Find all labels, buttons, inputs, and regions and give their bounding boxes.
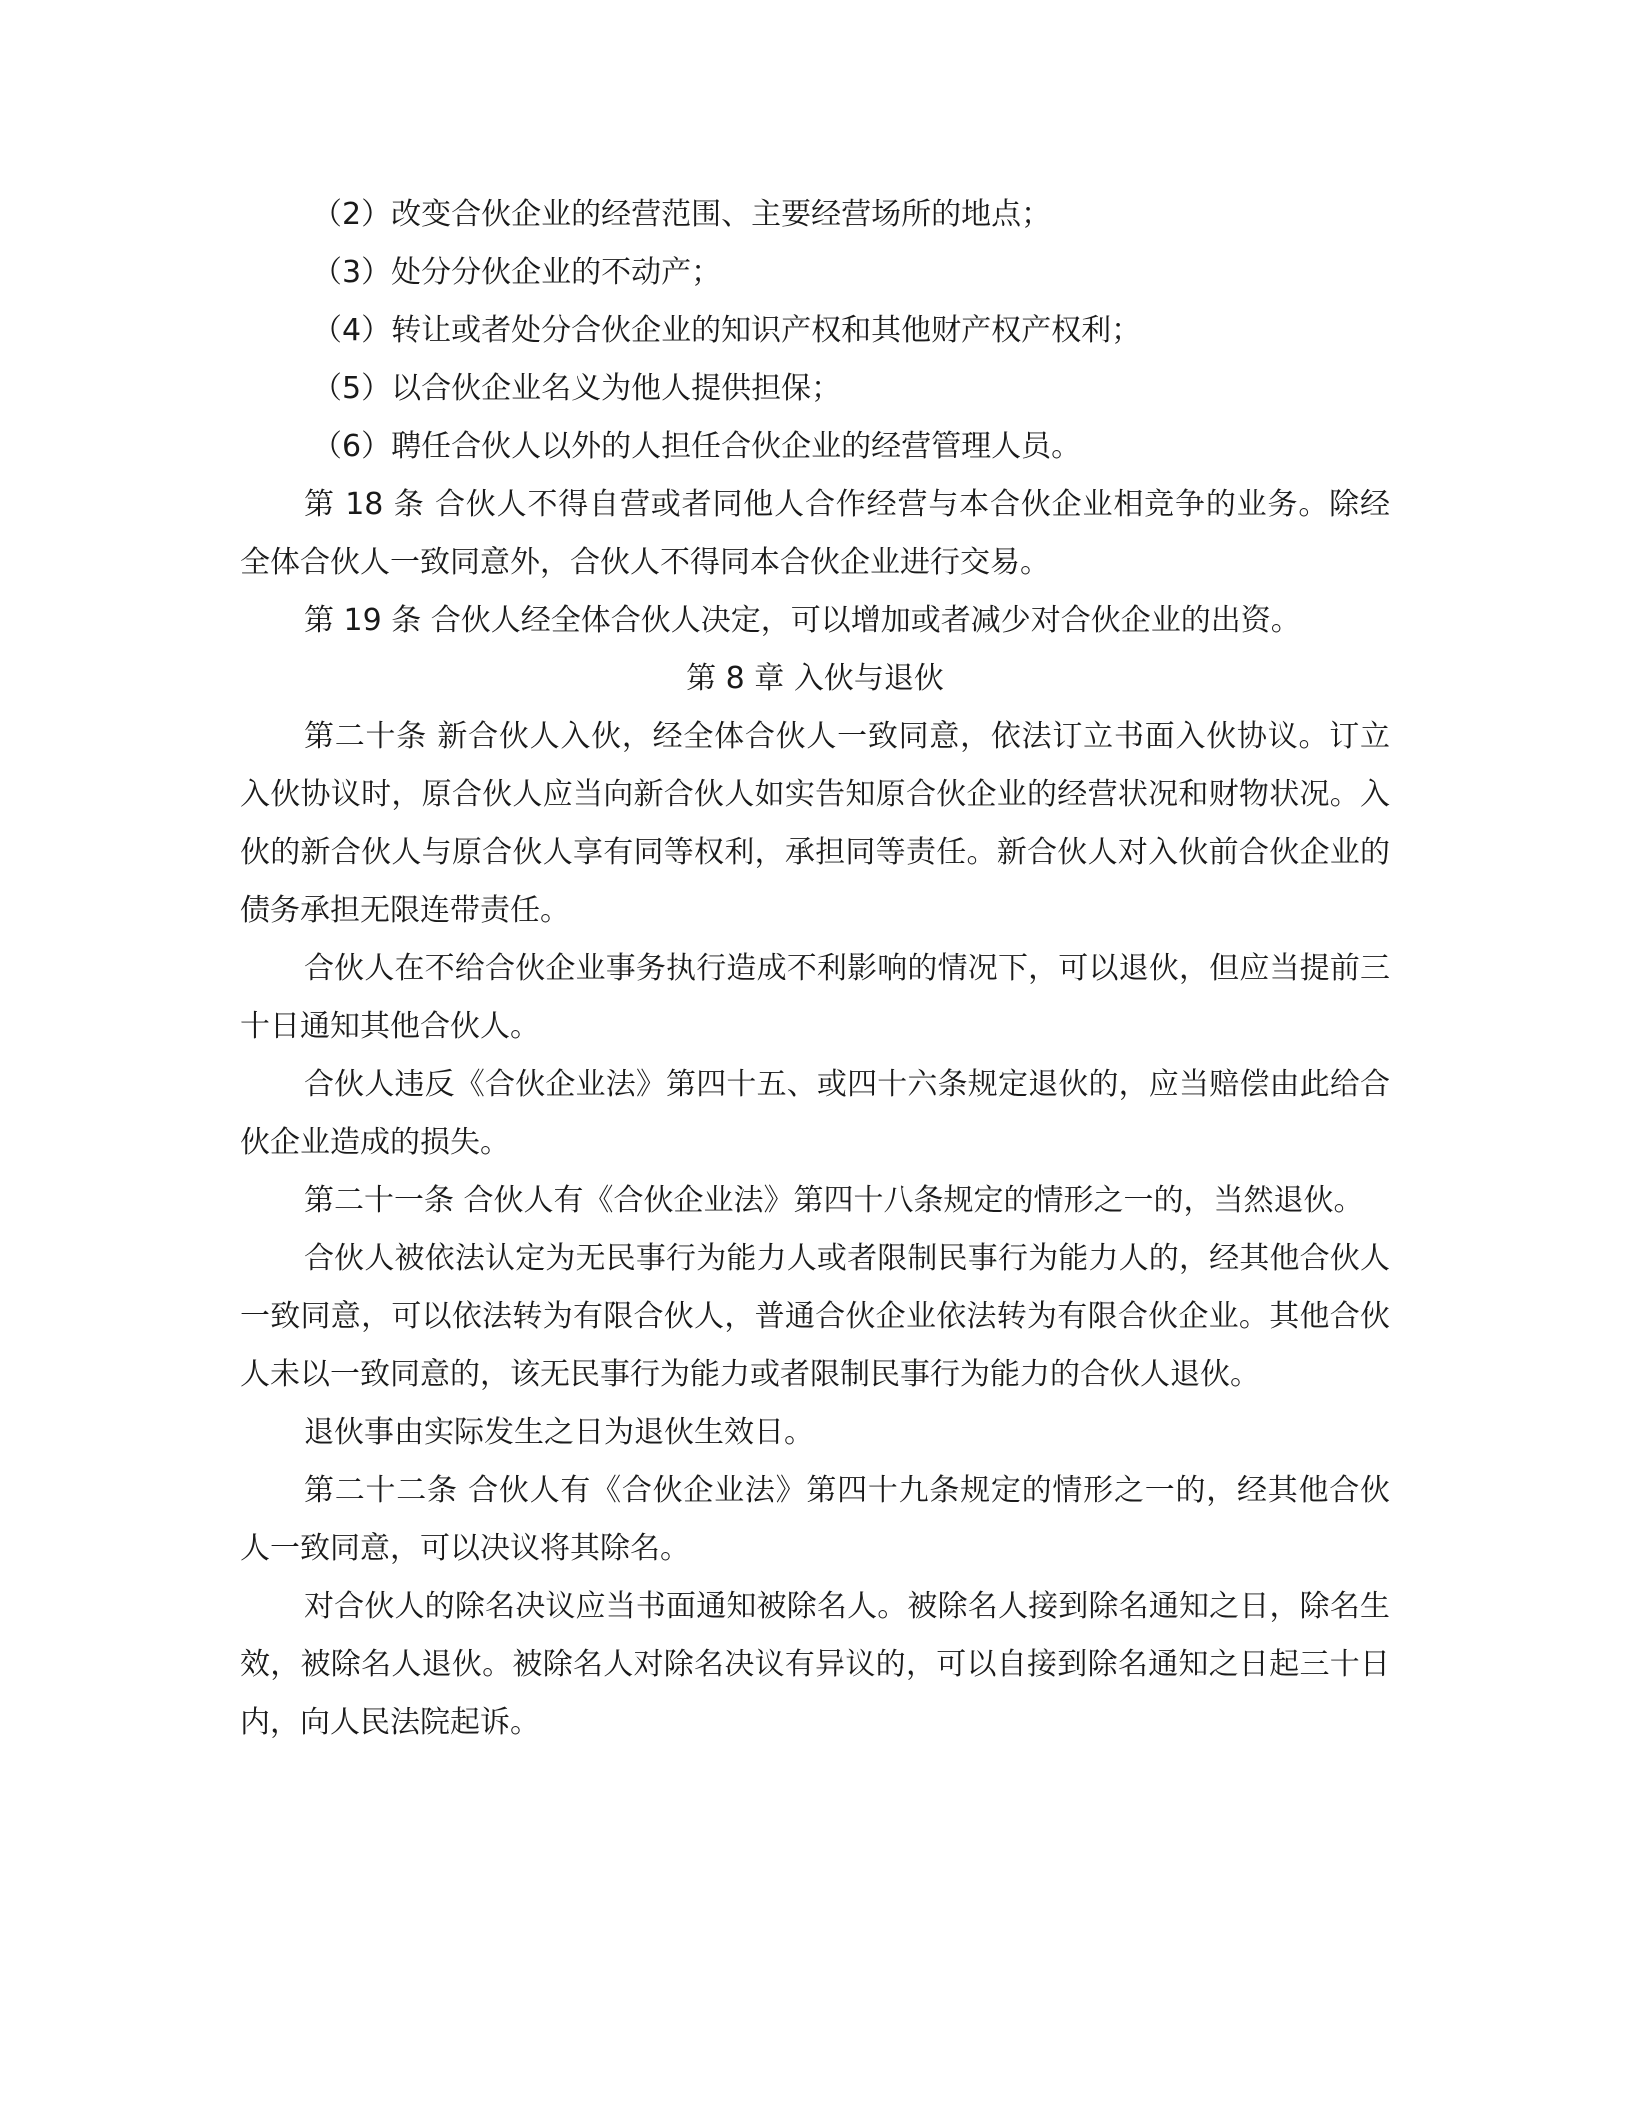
list-item: （4）转让或者处分合伙企业的知识产权和其他财产权产权利； <box>312 313 1142 348</box>
list-item: （6）聘任合伙人以外的人担任合伙企业的经营管理人员。 <box>312 429 1082 464</box>
article-20-paragraph: 第二十条 新合伙人入伙，经全体合伙人一致同意，依法订立书面入伙协议。订立入伙协议时，原合伙人应当向新合伙人如实告知原合伙企业的经营状况和财物状况。入伙的新合伙人与原合伙人享有同等权利，承担同等责任。新合伙人对入伙前合伙企业的债务承担无限连带责任。 <box>240 719 1390 928</box>
list-item: （2）改变合伙企业的经营范围、主要经营场所的地点； <box>312 197 1052 232</box>
body-paragraph: 退伙事由实际发生之日为退伙生效日。 <box>304 1415 814 1450</box>
chapter-heading: 第 8 章 入伙与退伙 <box>686 661 944 696</box>
article-19-paragraph: 第 19 条 合伙人经全体合伙人决定，可以增加或者减少对合伙企业的出资。 <box>304 603 1301 638</box>
body-paragraph: 合伙人在不给合伙企业事务执行造成不利影响的情况下，可以退伙，但应当提前三十日通知其他合伙人。 <box>240 951 1390 1044</box>
list-item: （3）处分分伙企业的不动产； <box>312 255 722 290</box>
article-18-paragraph: 第 18 条 合伙人不得自营或者同他人合作经营与本合伙企业相竞争的业务。除经全体合伙人一致同意外，合伙人不得同本合伙企业进行交易。 <box>240 487 1390 580</box>
list-item: （5）以合伙企业名义为他人提供担保； <box>312 371 842 406</box>
article-21-paragraph: 第二十一条 合伙人有《合伙企业法》第四十八条规定的情形之一的，当然退伙。 <box>304 1183 1364 1218</box>
document-body <box>240 186 1390 1752</box>
body-paragraph: 对合伙人的除名决议应当书面通知被除名人。被除名人接到除名通知之日，除名生效，被除名人退伙。被除名人对除名决议有异议的，可以自接到除名通知之日起三十日内，向人民法院起诉。 <box>240 1589 1390 1740</box>
body-paragraph: 合伙人被依法认定为无民事行为能力人或者限制民事行为能力人的，经其他合伙人一致同意，可以依法转为有限合伙人，普通合伙企业依法转为有限合伙企业。其他合伙人未以一致同意的，该无民事行为能力或者限制民事行为能力的合伙人退伙。 <box>240 1241 1390 1392</box>
body-paragraph: 合伙人违反《合伙企业法》第四十五、或四十六条规定退伙的，应当赔偿由此给合伙企业造成的损失。 <box>240 1067 1390 1160</box>
article-22-paragraph: 第二十二条 合伙人有《合伙企业法》第四十九条规定的情形之一的，经其他合伙人一致同意，可以决议将其除名。 <box>240 1473 1390 1566</box>
